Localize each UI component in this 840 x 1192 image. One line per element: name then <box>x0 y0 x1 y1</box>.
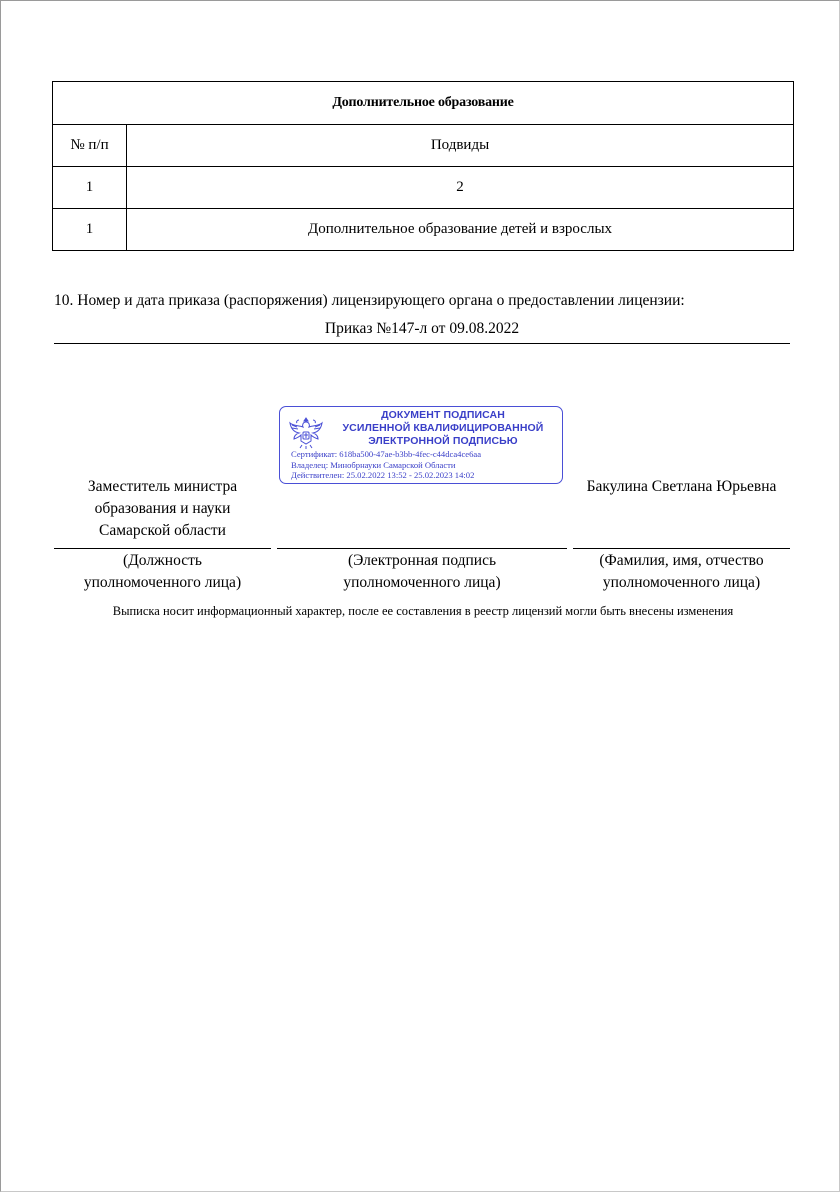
stamp-title-line: ДОКУМЕНТ ПОДПИСАН <box>381 409 505 421</box>
caption-line: уполномоченного лица) <box>343 574 501 591</box>
signature-caption <box>277 550 567 594</box>
license-order-value: Приказ №147-л от 09.08.2022 <box>54 318 790 344</box>
caption-line: (Электронная подпись <box>347 552 497 569</box>
signatory-position <box>54 476 271 542</box>
name-caption <box>573 550 790 594</box>
stamp-info <box>291 449 481 481</box>
stamp-certificate: Сертификат: 618ba500-47ae-b3bb-4fec-c44dca4ce6aa <box>291 449 482 459</box>
table-header-row <box>53 125 794 167</box>
stamp-title-line: ЭЛЕКТРОННОЙ ПОДПИСЬЮ <box>368 435 518 447</box>
name-underline <box>573 548 790 549</box>
row-subtype: Дополнительное образование детей и взрослых <box>127 209 794 251</box>
stamp-owner: Владелец: Минобрнауки Самарской Области <box>291 459 456 470</box>
position-caption <box>54 550 271 594</box>
table-title: Дополнительное образование <box>53 82 794 125</box>
caption-line: (Должность <box>123 552 202 569</box>
table-numbering-row <box>53 167 794 209</box>
activity-table <box>52 81 794 251</box>
numbering-col-1: 1 <box>53 167 127 209</box>
license-order-label: 10. Номер и дата приказа (распоряжения) лицензирующего органа о предоставлении лицензии: <box>54 292 685 309</box>
stamp-validity: Действителен: 25.02.2022 13:52 - 25.02.2023 14:02 <box>291 470 475 480</box>
stamp-title <box>328 409 558 448</box>
position-line: Заместитель министра <box>87 478 238 495</box>
caption-line: (Фамилия, имя, отчество <box>599 552 764 569</box>
caption-line: уполномоченного лица) <box>83 574 242 591</box>
signature-underline <box>277 548 567 549</box>
caption-line: уполномоченного лица) <box>602 574 761 591</box>
header-subtypes: Подвиды <box>127 125 794 167</box>
position-line: образования и науки <box>94 500 231 517</box>
numbering-col-2: 2 <box>127 167 794 209</box>
electronic-signature-stamp <box>279 406 563 484</box>
row-number: 1 <box>53 209 127 251</box>
table-row <box>53 209 794 251</box>
header-number: № п/п <box>53 125 127 167</box>
stamp-title-line: УСИЛЕННОЙ КВАЛИФИЦИРОВАННОЙ <box>342 422 544 434</box>
coat-of-arms-icon <box>286 412 326 452</box>
signatory-name: Бакулина Светлана Юрьевна <box>586 478 777 495</box>
table-title-row <box>53 82 794 125</box>
position-underline <box>54 548 271 549</box>
footnote: Выписка носит информационный характер, после ее составления в реестр лицензий могли быть внесены изменения <box>112 604 734 618</box>
position-line: Самарской области <box>99 522 226 539</box>
license-order-section <box>54 290 790 344</box>
